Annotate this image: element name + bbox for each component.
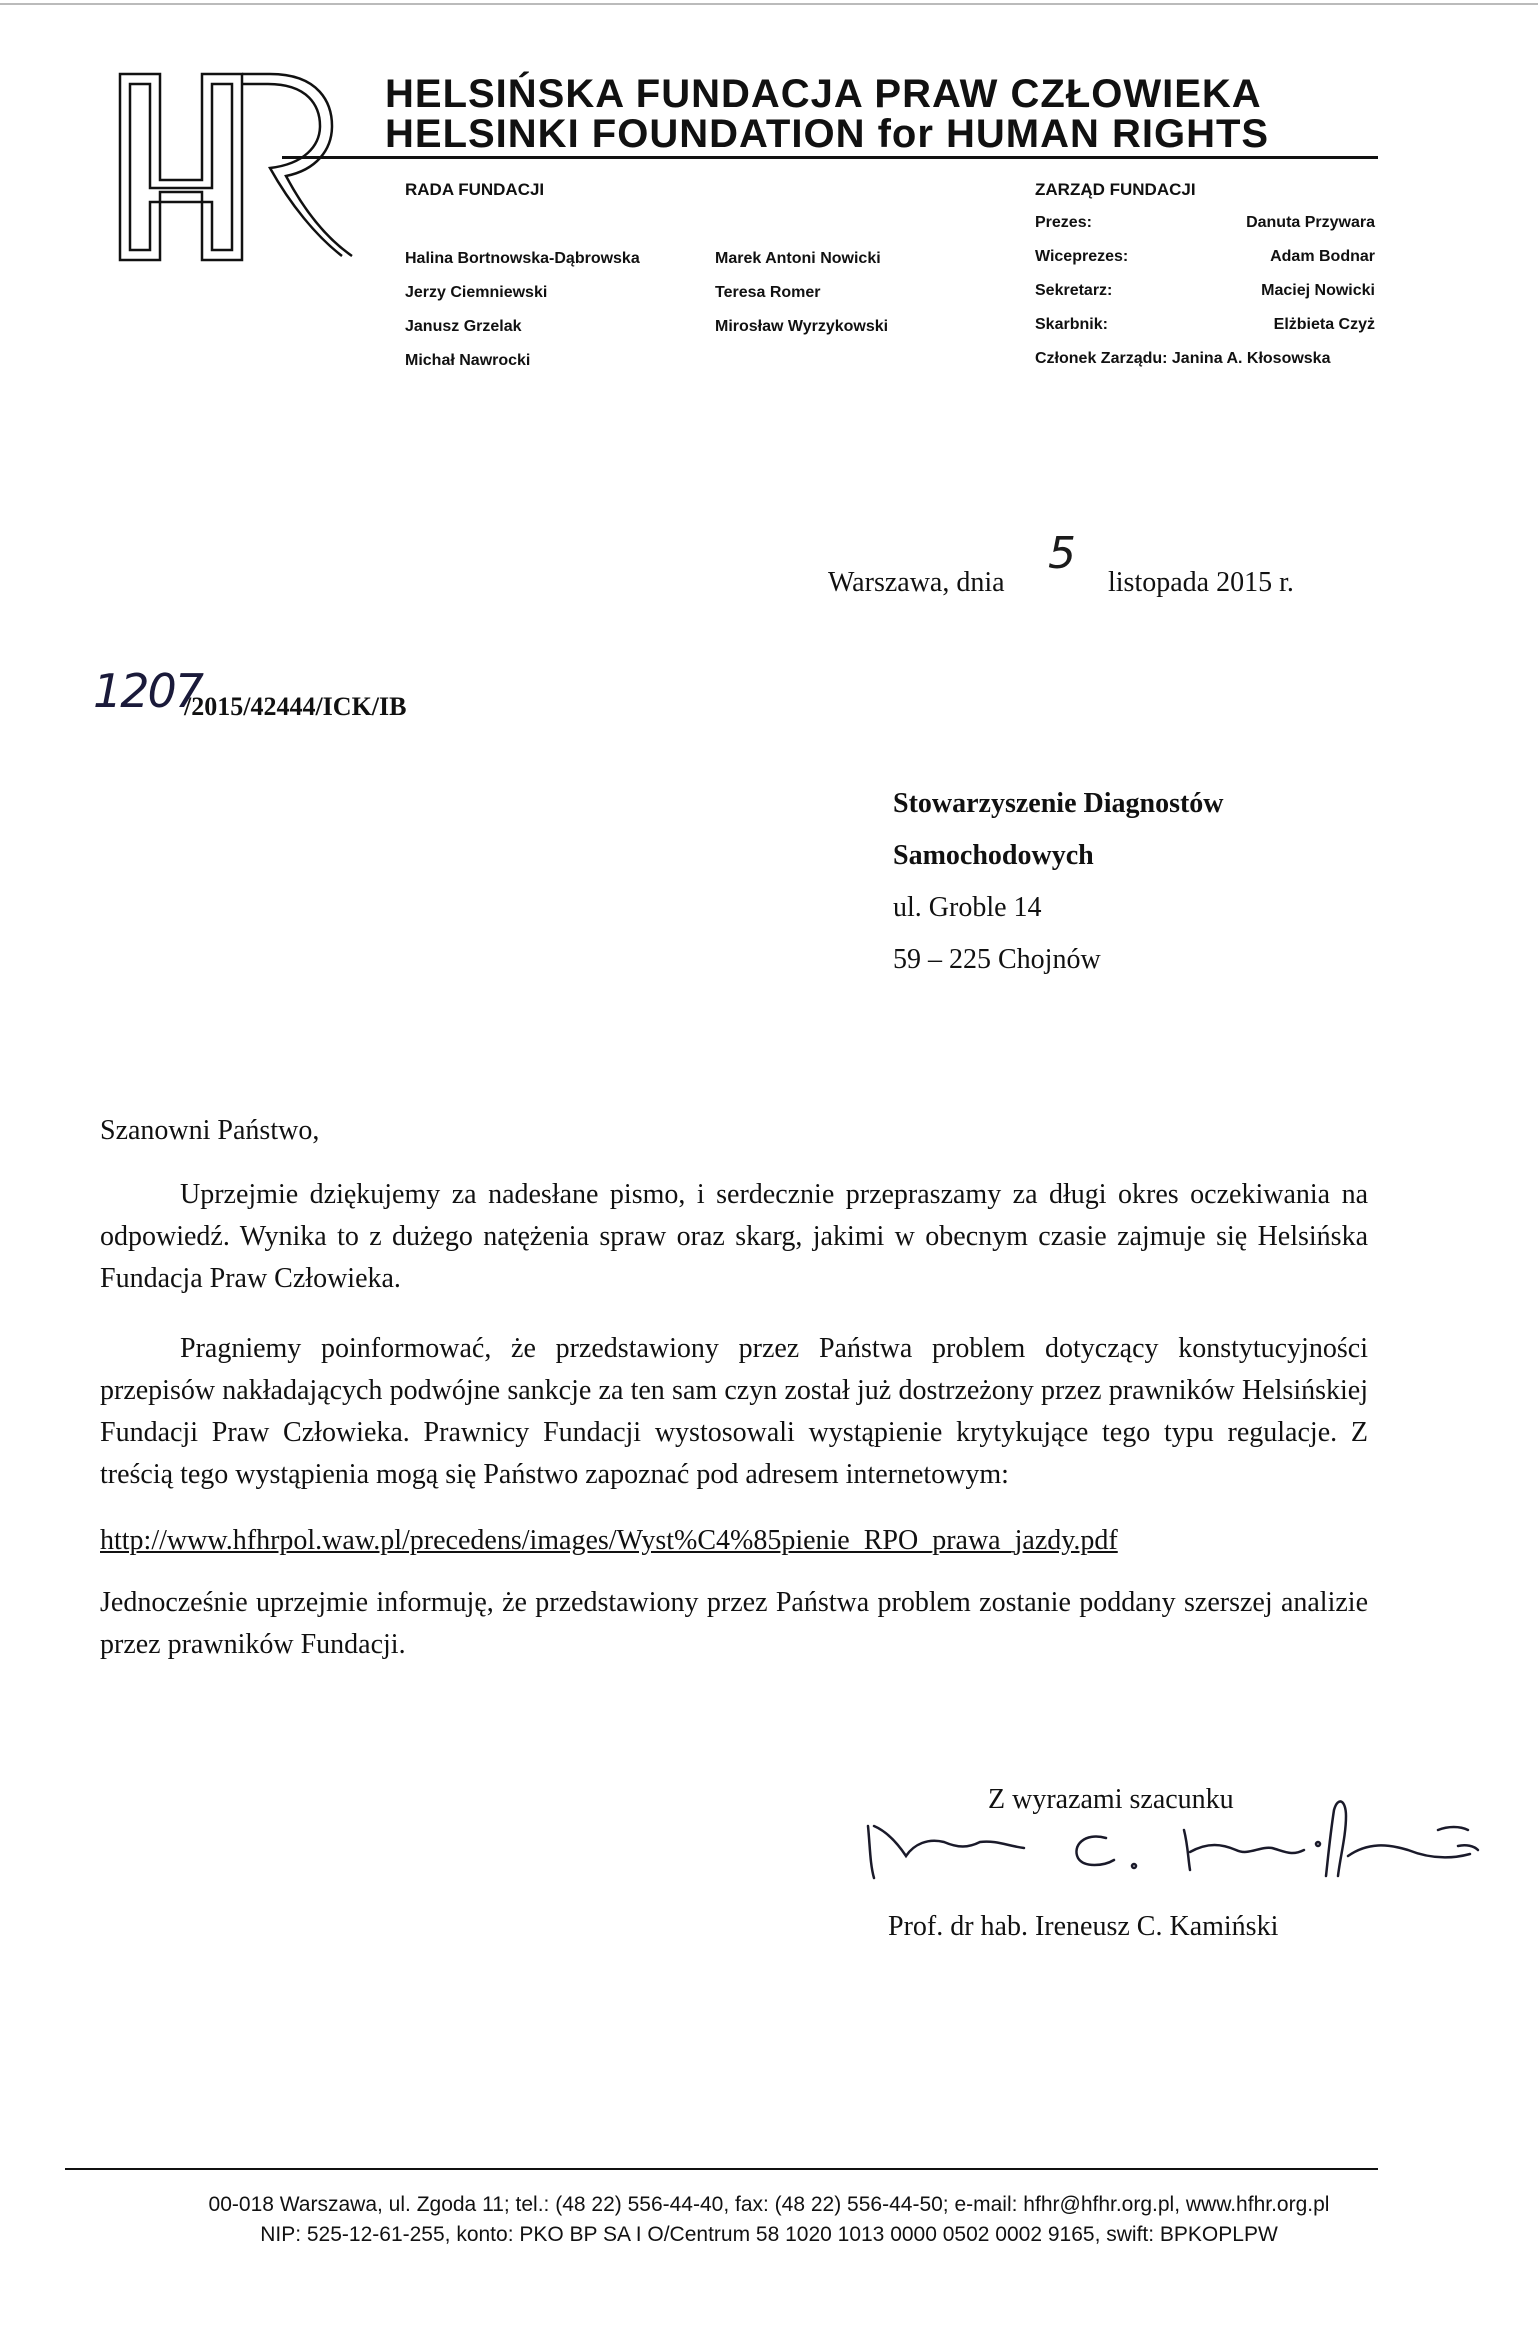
salutation: Szanowni Państwo, — [100, 1115, 320, 1146]
footer-address: 00-018 Warszawa, ul. Zgoda 11; tel.: (48 22) 556-44-40, fax: (48 22) 556-44-50; e-mail: hfhr@hfhr.org.pl, www.hfhr.org.pl — [208, 2193, 1330, 2216]
board-name: Danuta Przywara — [1246, 214, 1375, 231]
council-member: Michał Nawrocki — [405, 352, 531, 369]
footer-bank: NIP: 525-12-61-255, konto: PKO BP SA I O/Centrum 58 1020 1013 0000 0502 0002 9165, swift: BPKOPLPW — [260, 2223, 1278, 2246]
board-role: Skarbnik: — [1035, 316, 1108, 333]
handwritten-signature — [848, 1786, 1488, 1906]
council-col2 — [715, 242, 888, 344]
reference-handwritten: 1207 — [93, 664, 203, 718]
reference-number: /2015/42444/ICK/IB — [184, 692, 407, 721]
council-member: Janusz Grzelak — [405, 318, 522, 335]
paragraph-3: Jednocześnie uprzejmie informuję, że przedstawiony przez Państwa problem zostanie poddany szerszej analizie przez prawników Fundacji. — [100, 1587, 1368, 1660]
council-member: Mirosław Wyrzykowski — [715, 318, 889, 335]
board-role: Wiceprezes: — [1035, 248, 1129, 265]
signatory: Prof. dr hab. Ireneusz C. Kamiński — [888, 1911, 1279, 1942]
board-row — [1035, 274, 1375, 308]
paragraph-2: Pragniemy poinformować, że przedstawiony przez Państwa problem dotyczący konstytucyjności przepisów nakładających podwójne sankcje za ten sam czyn został już dostrzeżony przez prawników Helsińskiej Fundacji Praw Człowieka. Prawnicy Fundacji wystosowali wystąpienie krytykujące tego typu regulacje. Z treścią tego wystąpienia mogą się Państwo zapoznać pod adresem internetowym: — [100, 1333, 1368, 1490]
recipient-street: ul. Groble 14 — [893, 892, 1042, 923]
recipient-city: 59 – 225 Chojnów — [893, 944, 1101, 975]
council-col1 — [405, 242, 640, 378]
board-name: Elżbieta Czyż — [1273, 316, 1375, 333]
org-name-pl: HELSIŃSKA FUNDACJA PRAW CZŁOWIEKA — [385, 72, 1262, 116]
recipient-block — [893, 778, 1224, 986]
hr-logo — [90, 60, 360, 280]
date-prefix: Warszawa, dnia — [828, 567, 1005, 598]
board-member: Członek Zarządu: Janina A. Kłosowska — [1035, 350, 1331, 367]
letterhead-rule — [282, 156, 1378, 159]
recipient-name-line1: Stowarzyszenie Diagnostów — [893, 788, 1224, 819]
council-member: Teresa Romer — [715, 284, 821, 301]
org-name-en: HELSINKI FOUNDATION for HUMAN RIGHTS — [385, 112, 1270, 156]
board-row — [1035, 206, 1375, 240]
council-heading: RADA FUNDACJI — [405, 180, 545, 199]
board-heading: ZARZĄD FUNDACJI — [1035, 180, 1196, 199]
board-name: Maciej Nowicki — [1261, 282, 1375, 299]
council-member: Marek Antoni Nowicki — [715, 250, 881, 267]
board-row — [1035, 240, 1375, 274]
council-member: Halina Bortnowska-Dąbrowska — [405, 250, 640, 267]
reference-url[interactable]: http://www.hfhrpol.waw.pl/precedens/images/Wyst%C4%85pienie_RPO_prawa_jazdy.pdf — [100, 1525, 1118, 1556]
board-role: Sekretarz: — [1035, 282, 1113, 299]
council-member: Jerzy Ciemniewski — [405, 284, 548, 301]
closing: Z wyrazami szacunku — [988, 1784, 1234, 1815]
footer-rule — [65, 2168, 1378, 2170]
board-row — [1035, 308, 1375, 342]
board-role: Prezes: — [1035, 214, 1092, 231]
scan-edge-line — [0, 3, 1538, 5]
paragraph-1: Uprzejmie dziękujemy za nadesłane pismo, i serdecznie przepraszamy za długi okres oczekiwania na odpowiedź. Wynika to z dużego natężenia spraw oraz skarg, jakimi w obecnym czasie zajmuje się Helsińska Fundacja Praw Człowieka. — [100, 1179, 1368, 1294]
board-name: Adam Bodnar — [1270, 248, 1375, 265]
date-suffix: listopada 2015 r. — [1108, 567, 1294, 598]
date-day-handwritten: 5 — [1048, 528, 1076, 579]
recipient-name-line2: Samochodowych — [893, 840, 1094, 871]
letter-body — [100, 1174, 1368, 1666]
